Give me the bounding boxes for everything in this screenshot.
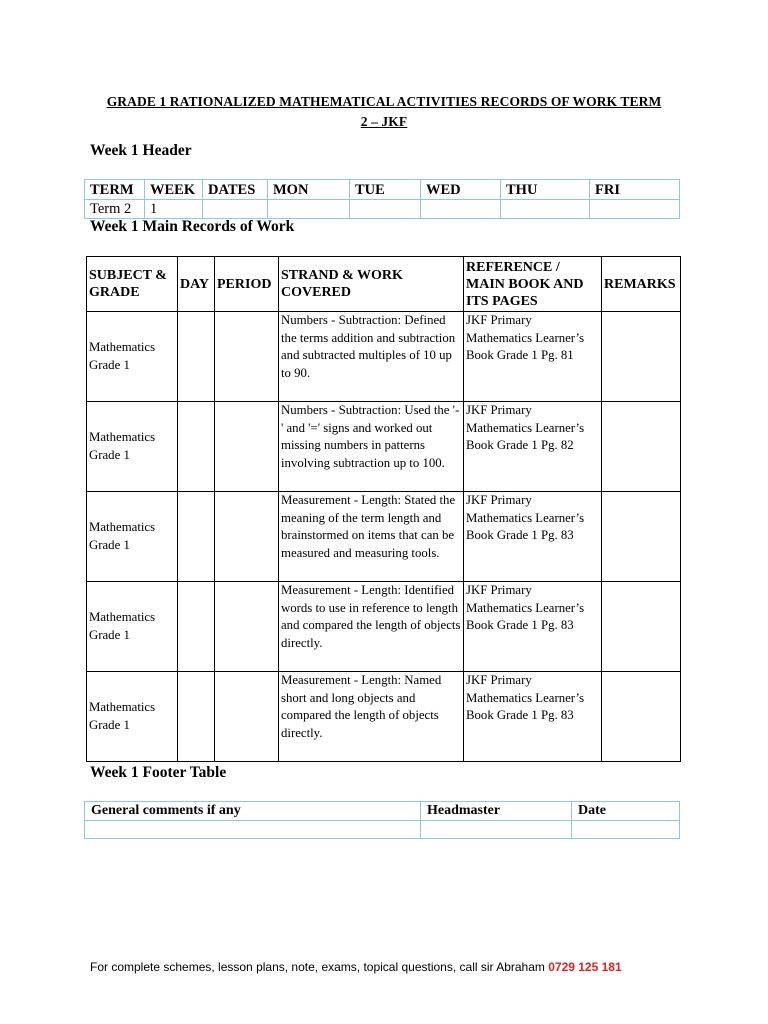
cell-period <box>215 582 279 672</box>
week-footer-table <box>84 801 680 839</box>
work-covered-text: Measurement - Length: Named short and long objects and compared the length of objects directly. <box>281 673 442 740</box>
cell-work-covered <box>279 492 464 582</box>
work-covered-text: Measurement - Length: Identified words to use in reference to length and compared the length of objects directly. <box>281 583 461 650</box>
footer-table-header-row <box>85 802 680 821</box>
cell-subject: Mathematics Grade 1 <box>87 402 178 492</box>
contact-footnote <box>90 960 622 974</box>
cell-subject: Mathematics Grade 1 <box>87 582 178 672</box>
header-col-week: WEEK <box>145 180 203 200</box>
work-covered-text: Numbers - Subtraction: Defined the terms addition and subtraction and subtracted multiples of 10 up to 90. <box>281 313 456 380</box>
reference-text: JKF Primary Mathematics Learner’s Book Grade 1 Pg. 81 <box>466 313 585 362</box>
table-row <box>87 402 681 492</box>
cell-remarks <box>602 402 681 492</box>
main-col-subject: SUBJECT & GRADE <box>87 257 178 312</box>
reference-text: JKF Primary Mathematics Learner’s Book Grade 1 Pg. 83 <box>466 493 585 542</box>
footnote-text: For complete schemes, lesson plans, note, exams, topical questions, call sir Abraham <box>90 960 549 974</box>
cell-reference <box>464 402 602 492</box>
cell-subject: Mathematics Grade 1 <box>87 312 178 402</box>
footer-cell-comments <box>85 821 421 839</box>
table-row <box>87 312 681 402</box>
header-cell-term: Term 2 <box>85 200 145 219</box>
document-title <box>84 92 684 132</box>
cell-remarks <box>602 492 681 582</box>
header-cell-mon <box>268 200 350 219</box>
main-table-header-row <box>87 257 681 312</box>
document-title-line-1: GRADE 1 RATIONALIZED MATHEMATICAL ACTIVITIES RECORDS OF WORK TERM <box>106 94 662 109</box>
header-cell-week: 1 <box>145 200 203 219</box>
cell-work-covered <box>279 582 464 672</box>
main-col-remarks: REMARKS <box>602 257 681 312</box>
cell-subject: Mathematics Grade 1 <box>87 672 178 762</box>
header-cell-thu <box>501 200 590 219</box>
header-cell-tue <box>350 200 421 219</box>
cell-subject: Mathematics Grade 1 <box>87 492 178 582</box>
cell-remarks <box>602 312 681 402</box>
header-col-mon: MON <box>268 180 350 200</box>
cell-work-covered <box>279 402 464 492</box>
cell-remarks <box>602 672 681 762</box>
main-col-reference: REFERENCE / MAIN BOOK AND ITS PAGES <box>464 257 602 312</box>
footer-table-data-row <box>85 821 680 839</box>
header-col-dates: DATES <box>203 180 268 200</box>
footer-col-headmaster: Headmaster <box>421 802 572 821</box>
footer-col-comments: General comments if any <box>85 802 421 821</box>
table-row <box>87 582 681 672</box>
table-row <box>87 492 681 582</box>
header-cell-wed <box>421 200 501 219</box>
footer-cell-date <box>572 821 680 839</box>
cell-period <box>215 312 279 402</box>
cell-reference <box>464 312 602 402</box>
week-header-heading: Week 1 Header <box>90 142 192 159</box>
header-col-fri: FRI <box>590 180 680 200</box>
header-table-data-row <box>85 200 680 219</box>
main-col-strand: STRAND & WORK COVERED <box>279 257 464 312</box>
cell-day <box>178 582 215 672</box>
cell-remarks <box>602 582 681 672</box>
header-cell-fri <box>590 200 680 219</box>
main-col-day: DAY <box>178 257 215 312</box>
work-covered-text: Measurement - Length: Stated the meaning of the term length and brainstormed on items that can be measured and measuring tools. <box>281 493 456 560</box>
cell-reference <box>464 582 602 672</box>
reference-text: JKF Primary Mathematics Learner’s Book Grade 1 Pg. 83 <box>466 583 585 632</box>
main-records-heading: Week 1 Main Records of Work <box>90 218 295 235</box>
cell-period <box>215 402 279 492</box>
cell-day <box>178 492 215 582</box>
reference-text: JKF Primary Mathematics Learner’s Book Grade 1 Pg. 82 <box>466 403 585 452</box>
footnote-phone-number: 0729 125 181 <box>548 960 622 974</box>
header-col-thu: THU <box>501 180 590 200</box>
footer-table-heading: Week 1 Footer Table <box>90 764 227 781</box>
main-col-period: PERIOD <box>215 257 279 312</box>
table-row <box>87 672 681 762</box>
cell-period <box>215 492 279 582</box>
header-cell-dates <box>203 200 268 219</box>
cell-day <box>178 402 215 492</box>
reference-text: JKF Primary Mathematics Learner’s Book Grade 1 Pg. 83 <box>466 673 585 722</box>
main-records-table <box>86 256 681 762</box>
cell-reference <box>464 492 602 582</box>
cell-work-covered <box>279 672 464 762</box>
header-table-column-row <box>85 180 680 200</box>
work-covered-text: Numbers - Subtraction: Used the '-' and '=' signs and worked out missing numbers in patterns involving subtraction up to 100. <box>281 403 460 470</box>
header-col-term: TERM <box>85 180 145 200</box>
cell-reference <box>464 672 602 762</box>
cell-period <box>215 672 279 762</box>
cell-day <box>178 672 215 762</box>
header-col-wed: WED <box>421 180 501 200</box>
footer-col-date: Date <box>572 802 680 821</box>
cell-work-covered <box>279 312 464 402</box>
cell-day <box>178 312 215 402</box>
header-col-tue: TUE <box>350 180 421 200</box>
document-title-line-2: 2 – JKF <box>360 114 408 129</box>
week-header-table <box>84 179 680 219</box>
footer-cell-headmaster <box>421 821 572 839</box>
